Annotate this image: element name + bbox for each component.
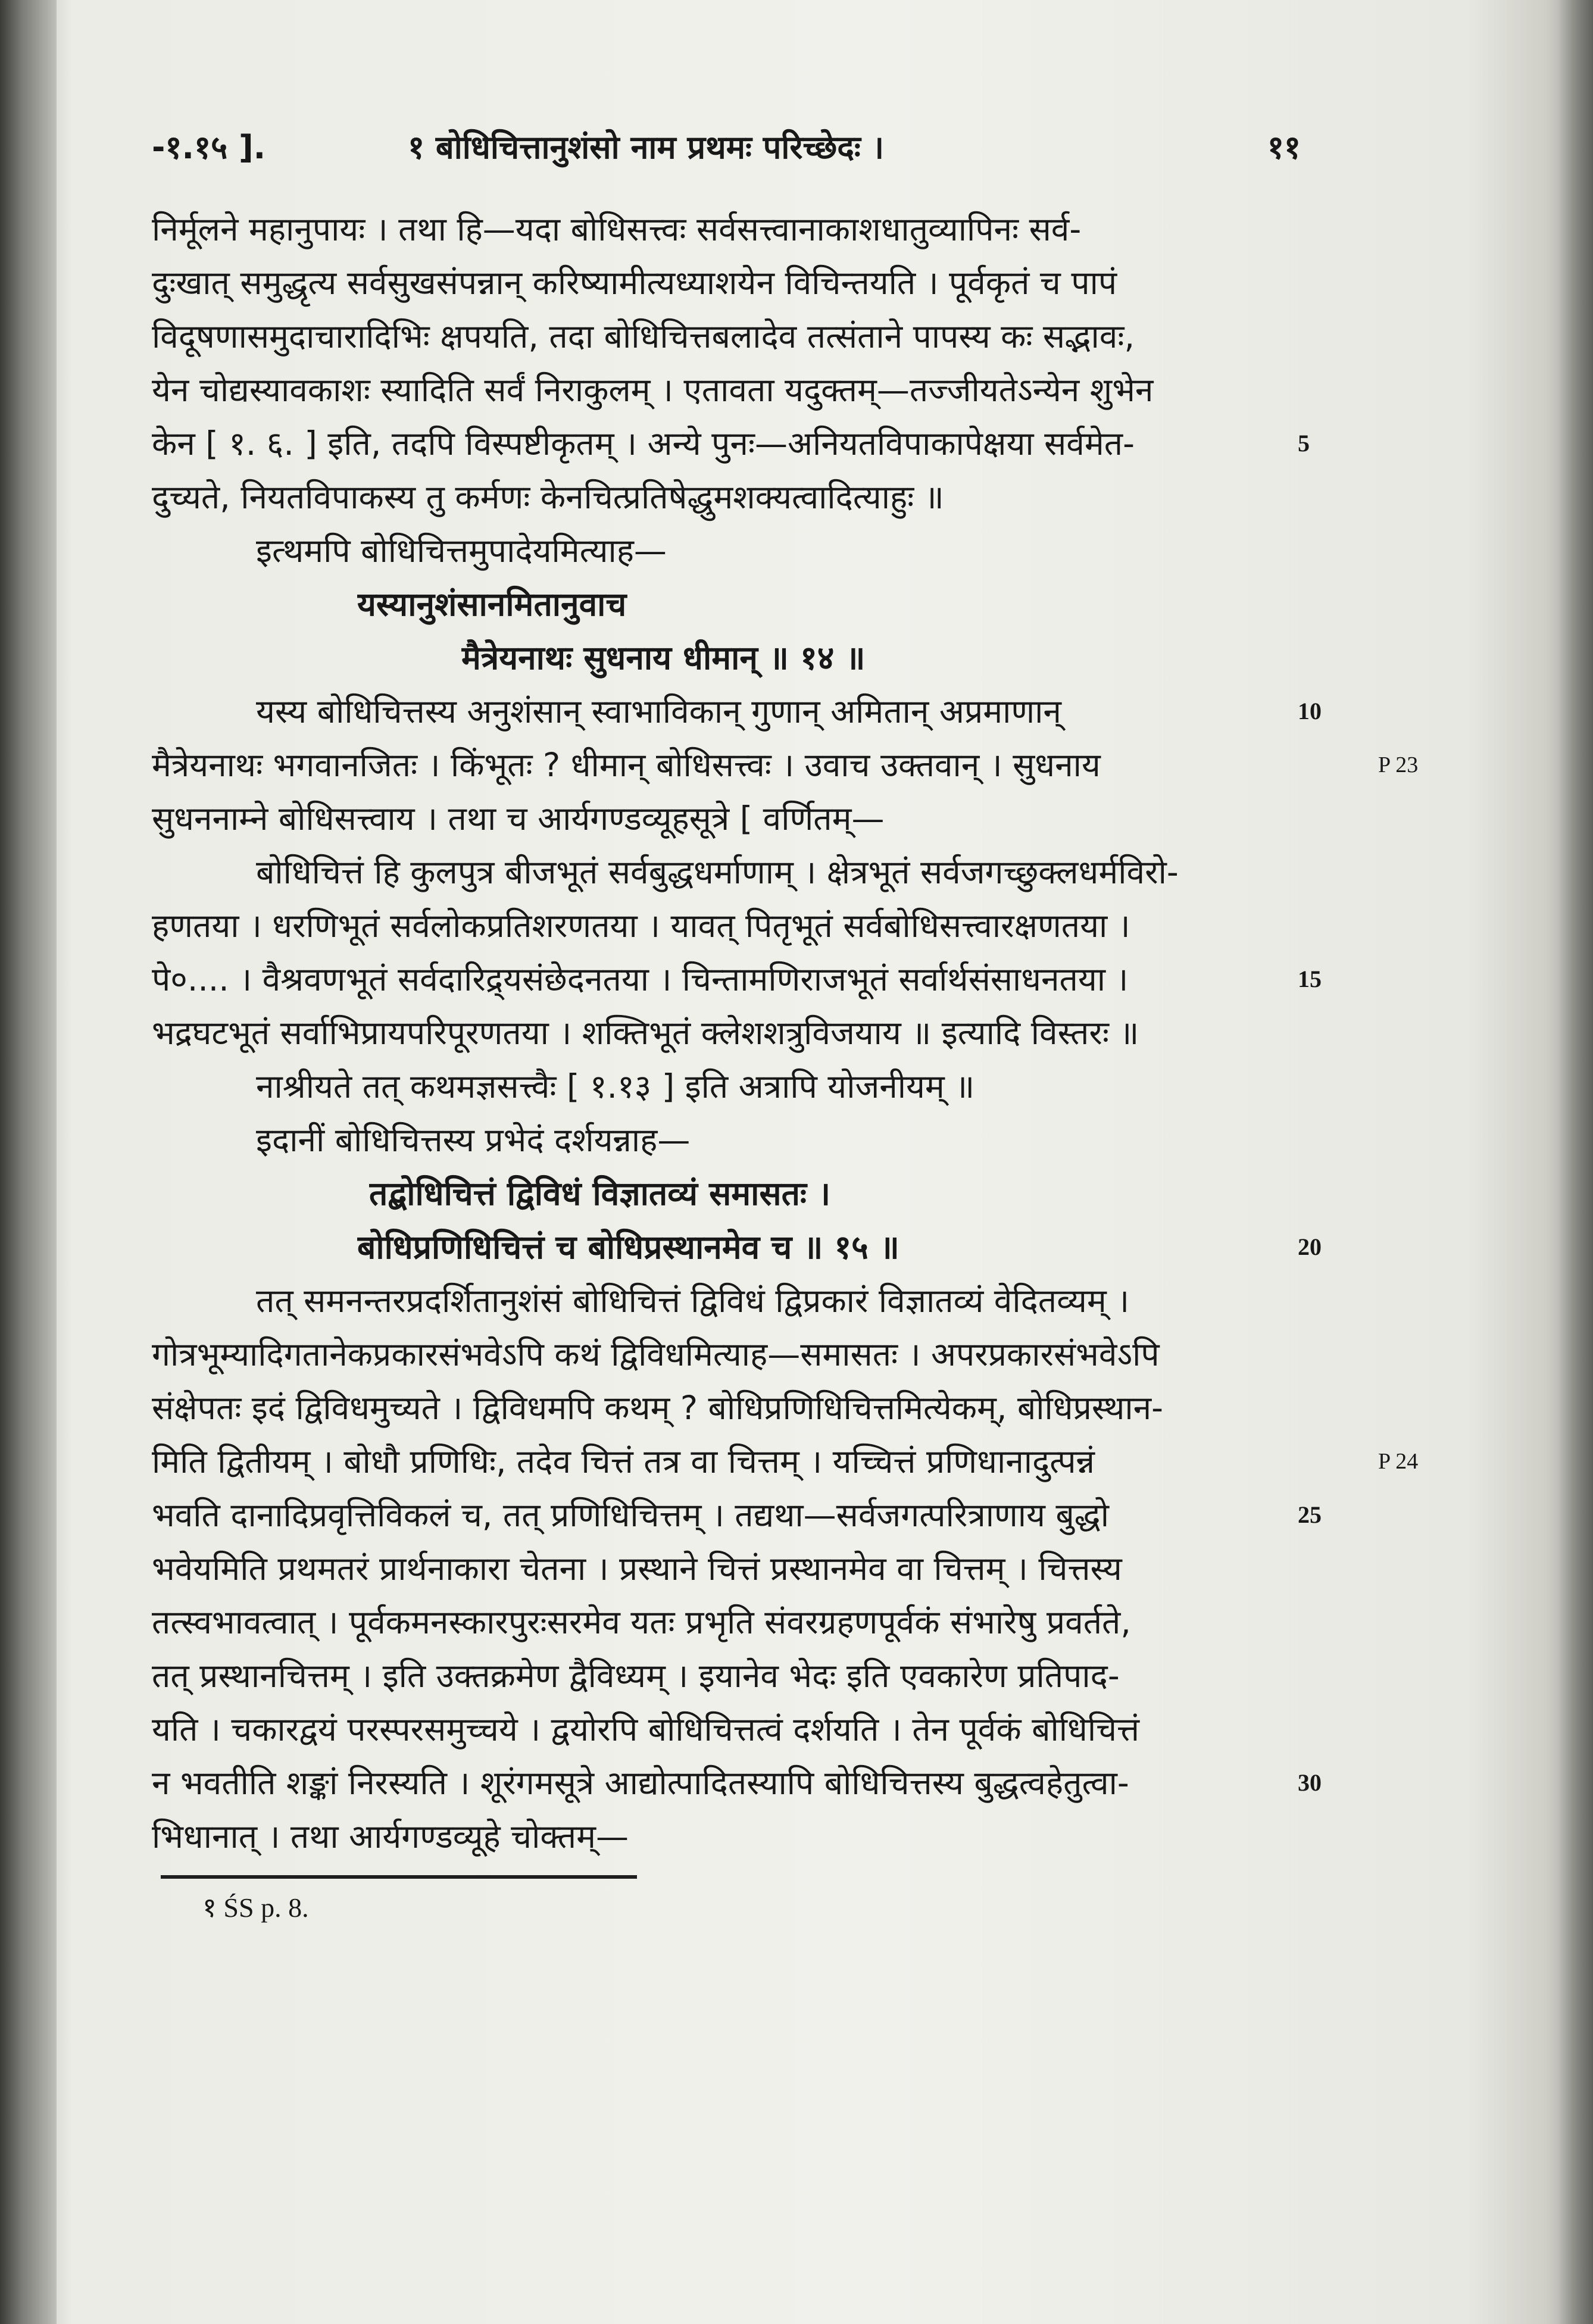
text-line: निर्मूलने महानुपायः । तथा हि—यदा बोधिसत्त्वः सर्वसत्त्वानाकाशधातुव्यापिनः सर्व-: [152, 210, 1082, 248]
text-line: तत्स्वभावत्वात् । पूर्वकमनस्कारपुरःसरमेव यतः प्रभृति संवरग्रहणपूर्वकं संभारेषु प्रवर्तते,: [152, 1603, 1131, 1641]
text-line: भद्रघटभूतं सर्वाभिप्रायपरिपूरणतया । शक्तिभूतं क्लेशशत्रुविजयाय ॥ इत्यादि विस्तरः ॥: [152, 1014, 1139, 1052]
line-number: 10: [1298, 698, 1322, 724]
text-line: केन [ १. ६. ] इति, तदपि विस्पष्टीकृतम् । अन्ये पुनः—अनियतविपाकापेक्षया सर्वमेत-: [152, 424, 1135, 463]
text-line: तत् प्रस्थानचित्तम् । इति उक्तक्रमेण द्वैविध्यम् । इयानेव भेदः इति एवकारेण प्रतिपाद-: [152, 1657, 1120, 1695]
text-line: भवति दानादिप्रवृत्तिविकलं च, तत् प्रणिधिचित्तम् । तद्यथा—सर्वजगत्परित्राणाय बुद्धो: [152, 1496, 1109, 1534]
text-line: भिधानात् । तथा आर्यगण्डव्यूहे चोक्तम्—: [152, 1817, 629, 1856]
verse-line: तद्बोधिचित्तं द्विविधं विज्ञातव्यं समासतः ।: [369, 1175, 831, 1213]
line-number: 30: [1298, 1769, 1322, 1796]
line-number: 20: [1298, 1233, 1322, 1260]
text-line: बोधिचित्तं हि कुलपुत्र बीजभूतं सर्वबुद्धधर्माणाम् । क्षेत्रभूतं सर्वजगच्छुक्लधर्मविरो-: [256, 853, 1179, 891]
text-line: संक्षेपतः इदं द्विविधमुच्यते । द्विविधमपि कथम् ? बोधिप्रणिधिचित्तमित्येकम्, बोधिप्रस्थान-: [152, 1389, 1163, 1427]
text-line: यस्य बोधिचित्तस्य अनुशंसान् स्वाभाविकान् गुणान् अमितान् अप्रमाणान्: [256, 692, 1061, 730]
page-reference: P 23: [1378, 752, 1419, 777]
text-line: यति । चकारद्वयं परस्परसमुच्चये । द्वयोरपि बोधिचित्तत्वं दर्शयति । तेन पूर्वकं बोधिचित्तं: [152, 1710, 1139, 1748]
text-line: दुःखात् समुद्धृत्य सर्वसुखसंपन्नान् करिष्यामीत्यध्याशयेन विचिन्तयति । पूर्वकृतं च पापं: [152, 264, 1117, 302]
footnote-rule: [161, 1875, 637, 1879]
text-line: गोत्रभूम्यादिगतानेकप्रकारसंभवेऽपि कथं द्विविधमित्याह—समासतः । अपरप्रकारसंभवेऽपि: [152, 1335, 1160, 1373]
text-line: भवेयमिति प्रथमतरं प्रार्थनाकारा चेतना । प्रस्थाने चित्तं प्रस्थानमेव वा चित्तम् । चित्तस्य: [152, 1550, 1122, 1588]
page-edge-shadow: [1557, 0, 1593, 2324]
text-line: इदानीं बोधिचित्तस्य प्रभेदं दर्शयन्नाह—: [256, 1121, 691, 1159]
line-number: 5: [1298, 430, 1310, 457]
text-line: पे०.... । वैश्रवणभूतं सर्वदारिद्र्यसंछेदनतया । चिन्तामणिराजभूतं सर्वार्थसंसाधनतया ।: [152, 960, 1129, 998]
binding-shadow: [0, 0, 57, 2324]
text-line: न भवतीति शङ्कां निरस्यति । शूरंगमसूत्रे आद्योत्पादितस्यापि बोधिचित्तस्य बुद्धत्वहेतुत्वा-: [152, 1764, 1129, 1802]
text-line: नाश्रीयते तत् कथमज्ञसत्त्वैः [ १.१३ ] इति अत्रापि योजनीयम् ॥: [256, 1067, 975, 1105]
text-line: तत् समनन्तरप्रदर्शितानुशंसं बोधिचित्तं द्विविधं द्विप्रकारं विज्ञातव्यं वेदितव्यम् ।: [256, 1282, 1130, 1320]
text-line: येन चोद्यस्यावकाशः स्यादिति सर्वं निराकुलम् । एतावता यदुक्तम्—तज्जीयतेऽन्येन शुभेन: [152, 371, 1154, 409]
header-verse-range: -१.१५ ].: [152, 129, 266, 166]
line-number: 25: [1298, 1501, 1322, 1528]
text-line: इत्थमपि बोधिचित्तमुपादेयमित्याह—: [256, 532, 667, 570]
header-chapter-title: १ बोधिचित्तानुशंसो नाम प्रथमः परिच्छेदः ।: [408, 129, 885, 166]
text-line: हणतया । धरणिभूतं सर्वलोकप्रतिशरणतया । यावत् पितृभूतं सर्वबोधिसत्त्वारक्षणतया ।: [152, 907, 1130, 945]
header-page-number: ११: [1267, 129, 1301, 166]
text-line: दुच्यते, नियतविपाकस्य तु कर्मणः केनचित्प्रतिषेद्धुमशक्यत्वादित्याहुः ॥: [152, 478, 944, 516]
verse-line: यस्यानुशंसानमितानुवाच: [357, 585, 627, 623]
verse-line: बोधिप्रणिधिचित्तं च बोधिप्रस्थानमेव च ॥ १५ ॥: [357, 1228, 899, 1266]
text-line: सुधननाम्ने बोधिसत्त्वाय । तथा च आर्यगण्डव्यूहसूत्रे [ वर्णितम्—: [152, 799, 885, 838]
verse-line: मैत्रेयनाथः सुधनाय धीमान् ॥ १४ ॥: [461, 639, 866, 677]
footnote: १ ŚS p. 8.: [202, 1892, 309, 1923]
page-reference: P 24: [1378, 1449, 1419, 1474]
running-header: [152, 124, 1301, 189]
line-number: 15: [1298, 966, 1322, 992]
text-line: मिति द्वितीयम् । बोधौ प्रणिधिः, तदेव चित्तं तत्र वा चित्तम् । यच्चित्तं प्रणिधानादुत्पन्नं: [152, 1442, 1095, 1480]
text-line: विदूषणासमुदाचारादिभिः क्षपयति, तदा बोधिचित्तबलादेव तत्संताने पापस्य कः सद्भावः,: [152, 317, 1135, 355]
text-line: मैत्रेयनाथः भगवानजितः । किंभूतः ? धीमान् बोधिसत्त्वः । उवाच उक्तवान् । सुधनाय: [152, 746, 1101, 784]
